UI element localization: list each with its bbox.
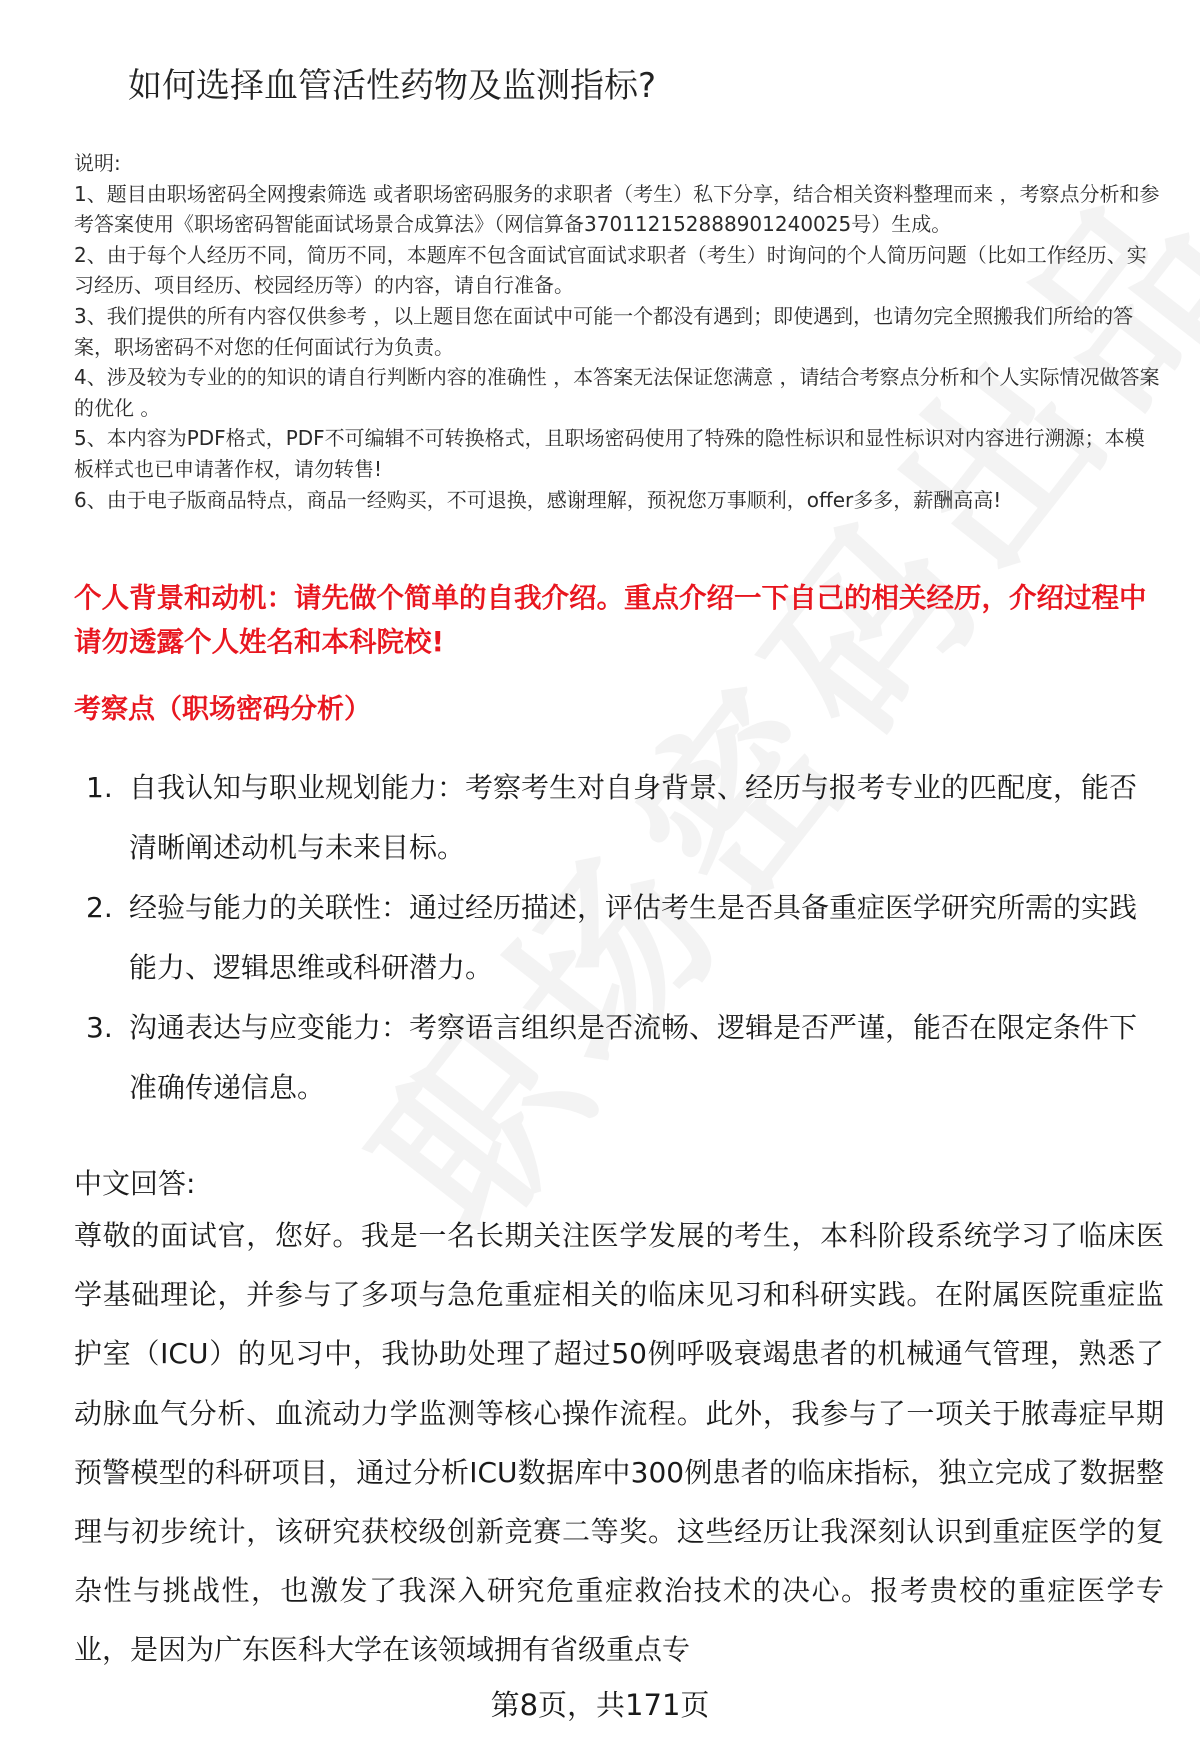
key-point-text: 自我认知与职业规划能力：考察考生对自身背景、经历与报考专业的匹配度，能否清晰阐述动机与未来目标。 [129, 771, 1138, 864]
key-point-number: 2. [86, 891, 113, 924]
note-item: 3、我们提供的所有内容仅供参考 ，以上题目您在面试中可能一个都没有遇到；即使遇到，也请勿完全照搬我们所给的答案，职场密码不对您的任何面试行为负责。 [74, 303, 1134, 359]
note-item: 2、由于每个人经历不同，简历不同，本题库不包含面试官面试求职者（考生）时询问的个人简历问题（比如工作经历、实习经历、项目经历、校园经历等）的内容，请自行准备。 [74, 242, 1147, 298]
key-point-item [74, 758, 1164, 878]
key-points-heading: 考察点（职场密码分析） [74, 694, 371, 725]
key-point-text: 沟通表达与应变能力：考察语言组织是否流畅、逻辑是否严谨，能否在限定条件下准确传递信息。 [129, 1011, 1138, 1104]
key-point-item [74, 998, 1164, 1118]
answer-label: 中文回答: [74, 1167, 196, 1200]
page-footer: 第8页，共171页 [490, 1688, 710, 1722]
page-title: 如何选择血管活性药物及监测指标? [128, 66, 657, 106]
notes-block [74, 148, 1164, 515]
note-item: 5、本内容为PDF格式，PDF不可编辑不可转换格式，且职场密码使用了特殊的隐性标识和显性标识对内容进行溯源；本模板样式也已申请著作权，请勿转售! [74, 426, 1145, 481]
key-point-item [74, 878, 1164, 998]
question-heading: 个人背景和动机：请先做个简单的自我介绍。重点介绍一下自己的相关经历，介绍过程中请勿透露个人姓名和本科院校! [74, 582, 1147, 658]
note-item: 1、题目由职场密码全网搜索筛选 或者职场密码服务的求职者（考生）私下分享，结合相关资料整理而来 ，考察点分析和参考答案使用《职场密码智能面试场景合成算法》（网信算备370112152888901240025号）生成。 [74, 181, 1160, 237]
note-item: 4、涉及较为专业的的知识的请自行判断内容的准确性 ，本答案无法保证您满意 ，请结合考察点分析和个人实际情况做答案的优化 。 [74, 365, 1160, 420]
notes-heading: 说明: [74, 151, 121, 175]
key-point-text: 经验与能力的关联性：通过经历描述，评估考生是否具备重症医学研究所需的实践能力、逻辑思维或科研潜力。 [129, 891, 1138, 984]
key-point-number: 3. [86, 1011, 113, 1044]
answer-text: 尊敬的面试官，您好。我是一名长期关注医学发展的考生，本科阶段系统学习了临床医学基础理论，并参与了多项与急危重症相关的临床见习和科研实践。在附属医院重症监护室（ICU）的见习中，我协助处理了超过50例呼吸衰竭患者的机械通气管理，熟悉了动脉血气分析、血流动力学监测等核心操作流程。此外，我参与了一项关于脓毒症早期预警模型的科研项目，通过分析ICU数据库中300例患者的临床指标，独立完成了数据整理与初步统计，该研究获校级创新竞赛二等奖。这些经历让我深刻认识到重症医学的复杂性与挑战性，也激发了我深入研究危重症救治技术的决心。报考贵校的重症医学专业，是因为广东医科大学在该领域拥有省级重点专 [74, 1219, 1164, 1667]
key-point-number: 1. [86, 771, 113, 804]
key-points-list [74, 758, 1164, 1118]
note-item: 6、由于电子版商品特点，商品一经购买，不可退换，感谢理解，预祝您万事顺利，offer多多，薪酬高高! [74, 487, 1002, 512]
